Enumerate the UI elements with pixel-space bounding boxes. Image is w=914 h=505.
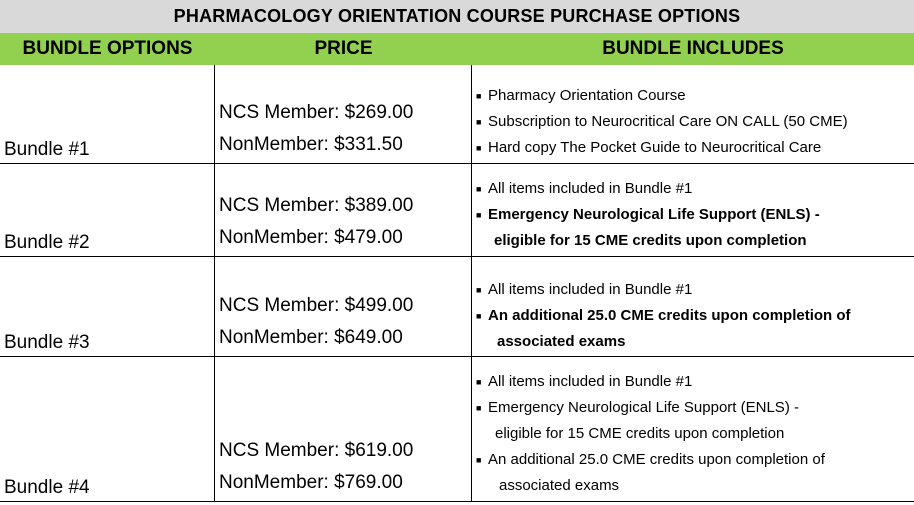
square-bullet-icon: ■ [476,285,482,295]
nonmember-price: NonMember: $331.50 [219,134,403,155]
square-bullet-icon: ■ [476,455,482,465]
bundle-row-1 [0,65,914,164]
price-cell [215,65,472,163]
header-bundle-options: BUNDLE OPTIONS [22,38,193,59]
square-bullet-icon: ■ [476,210,482,220]
member-price: NCS Member: $499.00 [219,295,414,316]
bundle-cell [0,357,215,501]
includes-list [476,369,825,499]
price-cell [215,257,472,356]
bundle-name: Bundle #4 [4,477,90,498]
square-bullet-icon: ■ [476,91,482,101]
includes-cell [472,65,914,163]
nonmember-price: NonMember: $479.00 [219,227,403,248]
includes-cell [472,164,914,256]
price-block [219,435,413,499]
bundle-cell [0,257,215,356]
member-price: NCS Member: $269.00 [219,102,414,123]
includes-list [476,83,848,161]
square-bullet-icon: ■ [476,143,482,153]
bundle-cell [0,164,215,256]
header-bundle-includes: BUNDLE INCLUDES [602,38,784,59]
price-cell [215,357,472,501]
square-bullet-icon: ■ [476,403,482,413]
bundle-row-3 [0,257,914,357]
square-bullet-icon: ■ [476,377,482,387]
price-block [219,190,413,254]
member-price: NCS Member: $389.00 [219,195,414,216]
sheet-title: PHARMACOLOGY ORIENTATION COURSE PURCHASE OPTIONS [0,0,914,33]
list-item: ■ Hard copy The Pocket Guide to Neurocritical Care [476,135,848,161]
list-item: ■ All items included in Bundle #1 [476,176,820,202]
square-bullet-icon: ■ [476,311,482,321]
header-row [0,33,914,65]
nonmember-price: NonMember: $649.00 [219,327,403,348]
list-item: ■ An additional 25.0 CME credits upon completion of [476,447,825,473]
list-item: ■ Subscription to Neurocritical Care ON CALL (50 CME) [476,109,848,135]
includes-list [476,176,820,254]
list-item-continuation: associated exams [499,477,620,494]
price-cell [215,164,472,256]
list-item: ■ All items included in Bundle #1 [476,369,825,395]
list-item-continuation: associated exams [497,333,626,350]
includes-list [476,277,851,355]
list-item-continuation: eligible for 15 CME credits upon completion [495,425,785,442]
list-item-continuation: eligible for 15 CME credits upon completion [494,232,807,249]
bundle-row-4 [0,357,914,502]
header-price: PRICE [314,38,373,59]
bundle-name: Bundle #1 [4,139,90,160]
list-item: ■ All items included in Bundle #1 [476,277,851,303]
bundle-cell [0,65,215,163]
price-block [219,290,413,354]
list-item: ■ An additional 25.0 CME credits upon completion of [476,303,851,329]
bundle-row-2 [0,164,914,257]
includes-cell [472,257,914,356]
list-item: ■ Emergency Neurological Life Support (ENLS) - [476,202,820,228]
includes-cell [472,357,914,501]
nonmember-price: NonMember: $769.00 [219,472,403,493]
bundle-name: Bundle #2 [4,232,90,253]
square-bullet-icon: ■ [476,184,482,194]
list-item: ■ Emergency Neurological Life Support (ENLS) - [476,395,825,421]
price-block [219,97,413,161]
list-item: ■ Pharmacy Orientation Course [476,83,848,109]
bundle-name: Bundle #3 [4,332,90,353]
member-price: NCS Member: $619.00 [219,440,414,461]
square-bullet-icon: ■ [476,117,482,127]
